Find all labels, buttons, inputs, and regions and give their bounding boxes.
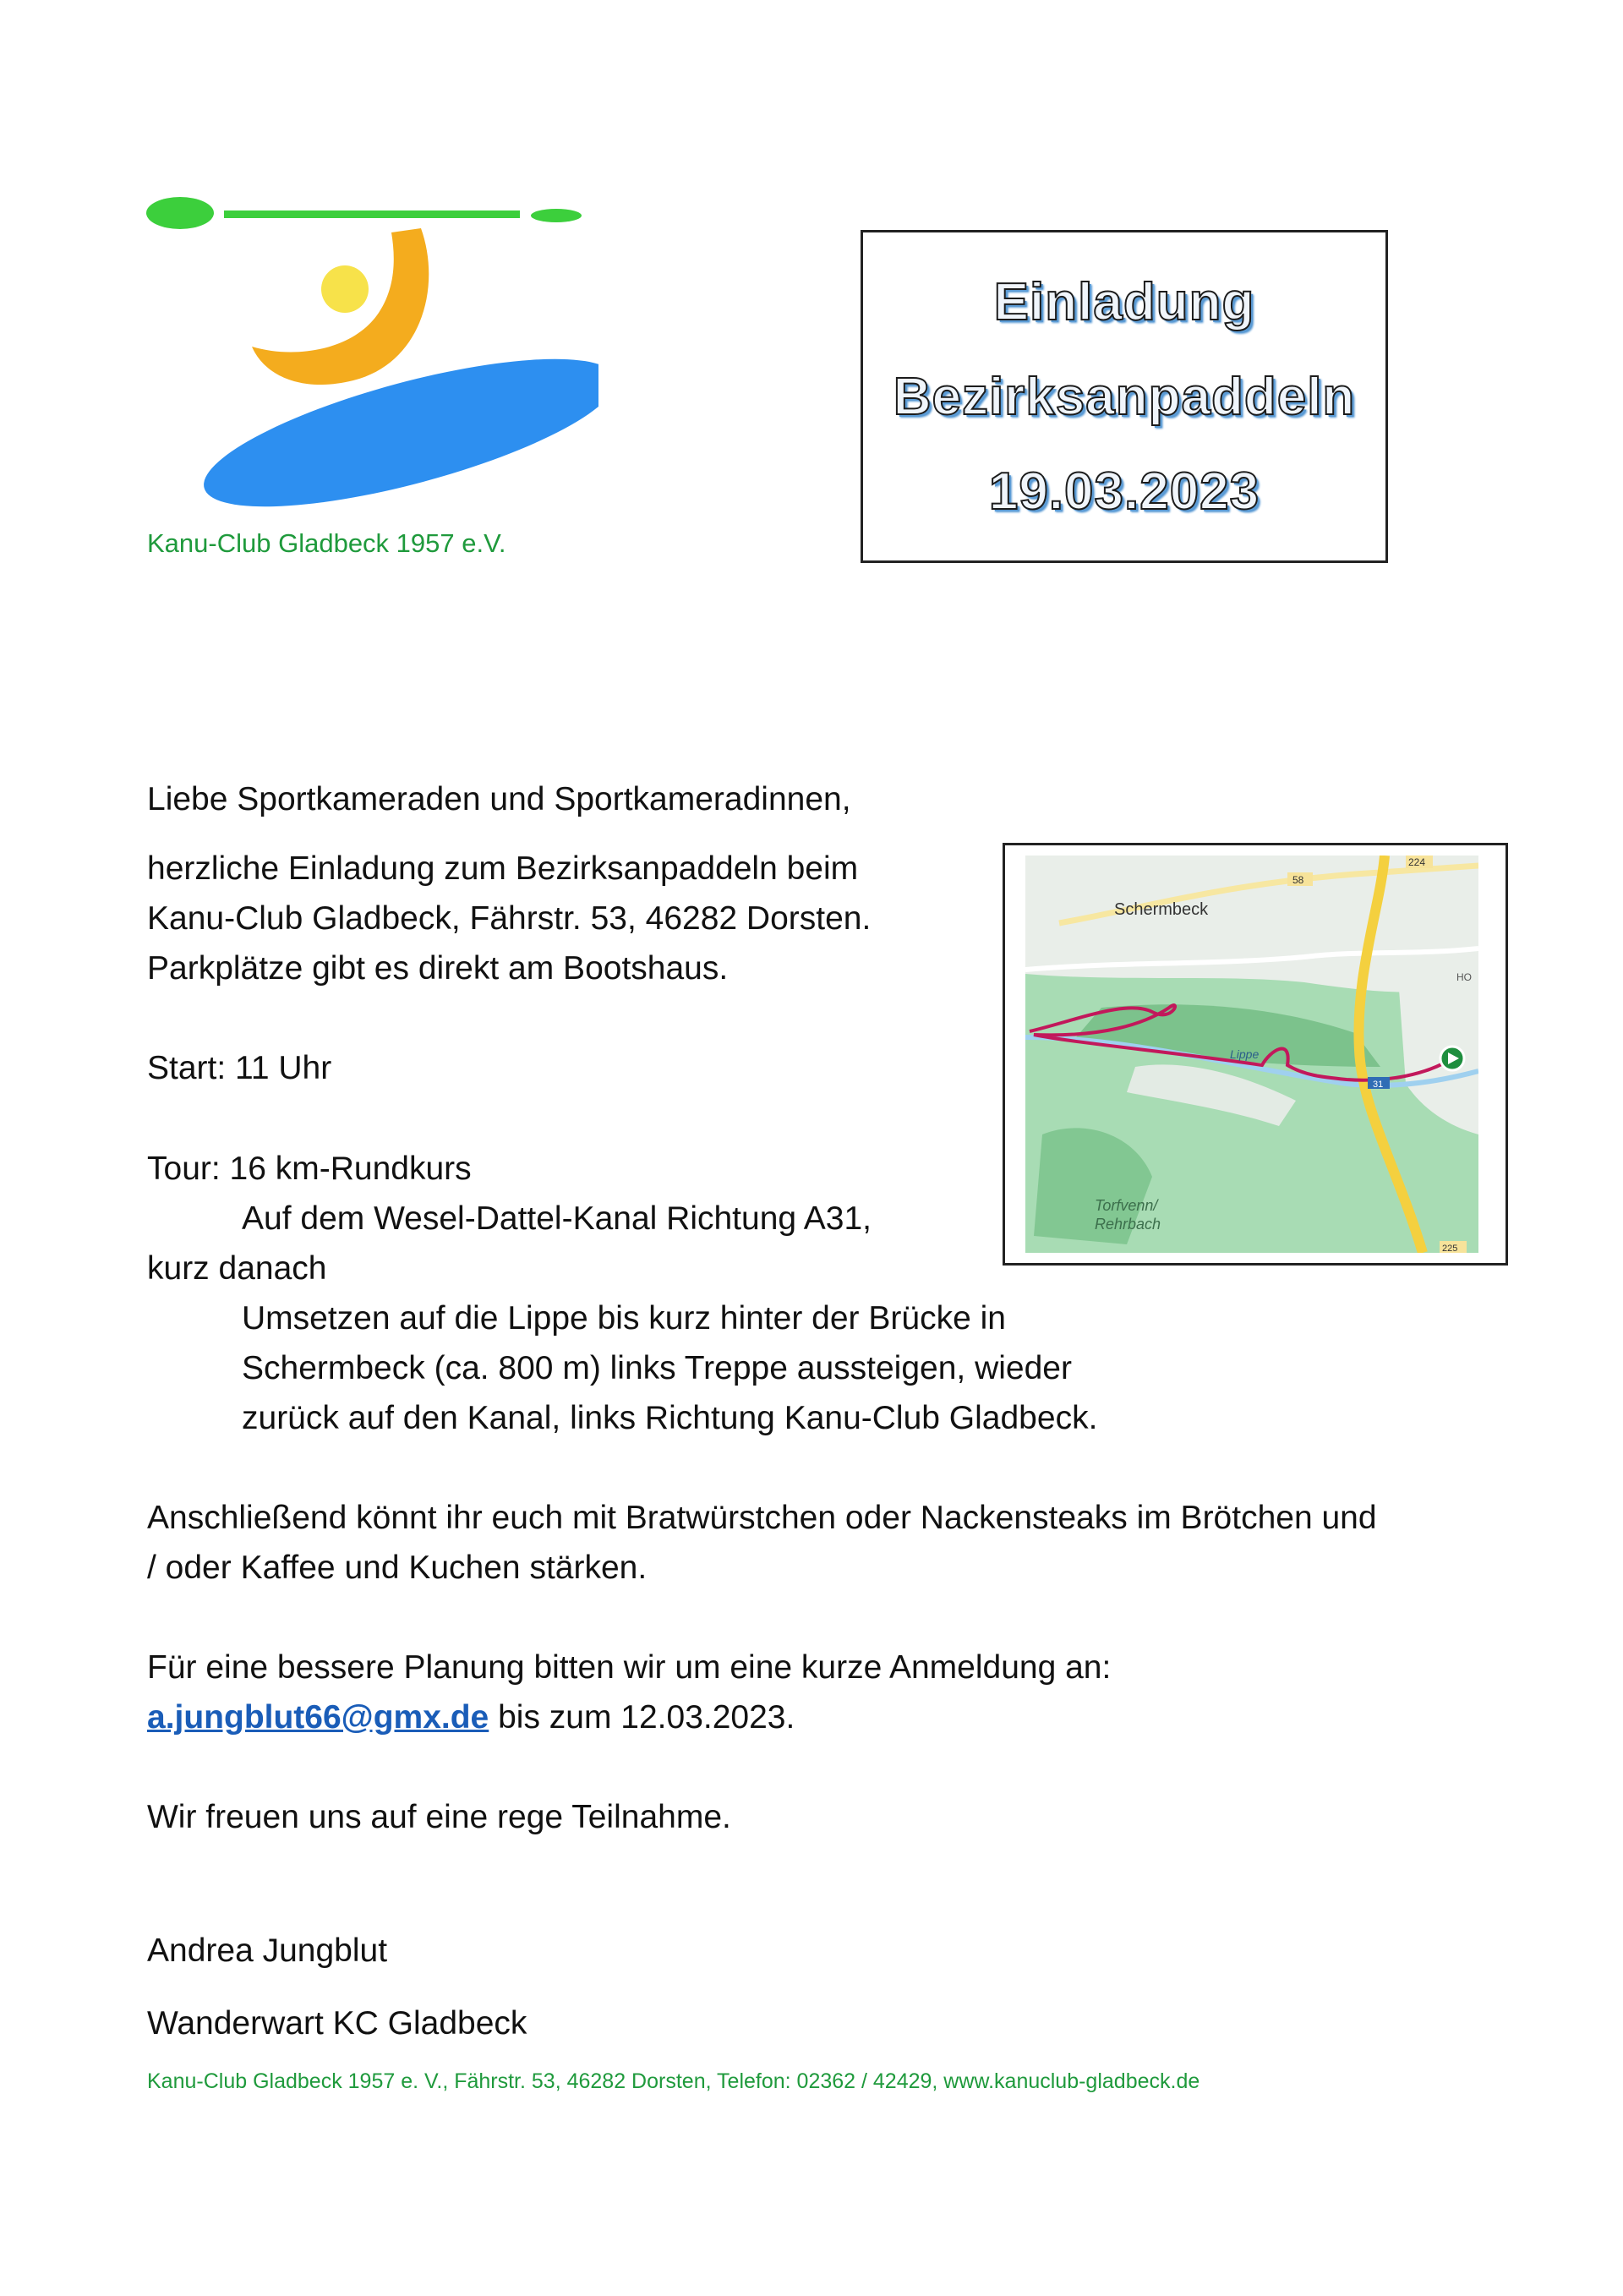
- map-label-town: Schermbeck: [1114, 900, 1209, 919]
- map-label-area-2: Rehrbach: [1095, 1216, 1161, 1233]
- title-invitation: Einladung: [993, 272, 1255, 331]
- map-badge-225: 225: [1442, 1244, 1458, 1253]
- signature-name: Andrea Jungblut: [147, 1932, 388, 1969]
- invite-line-3: Parkplätze gibt es direkt am Bootshaus.: [147, 950, 729, 987]
- registration-line: [147, 1692, 795, 1742]
- title-event: Bezirksanpaddeln: [893, 367, 1356, 426]
- tour-step-2c: zurück auf den Kanal, links Richtung Kanu-Club Gladbeck.: [242, 1400, 1098, 1436]
- registration-deadline: bis zum 12.03.2023.: [489, 1699, 795, 1736]
- start-time: Start: 11 Uhr: [147, 1050, 332, 1086]
- logo-club-name: Kanu-Club Gladbeck 1957 e.V.: [147, 528, 506, 558]
- map-label-area-1: Torfvenn/: [1095, 1197, 1158, 1214]
- food-line-1: Anschließend könnt ihr euch mit Bratwürstchen oder Nackensteaks im Brötchen und: [147, 1500, 1377, 1536]
- tour-step-2b: Schermbeck (ca. 800 m) links Treppe aussteigen, wieder: [242, 1350, 1072, 1386]
- invite-line-1: herzliche Einladung zum Bezirksanpaddeln beim: [147, 850, 859, 887]
- route-map: [1025, 856, 1478, 1253]
- map-badge-58: 58: [1292, 874, 1304, 886]
- logo-head: [321, 265, 369, 313]
- logo-paddle-shaft: [224, 210, 520, 218]
- logo-paddle-blade-right: [531, 209, 582, 222]
- route-map-frame: [1003, 843, 1508, 1266]
- tour-step-1b: kurz danach: [147, 1250, 327, 1287]
- club-logo: [142, 186, 598, 507]
- title-date: 19.03.2023: [988, 462, 1260, 521]
- logo-paddle-blade-left: [146, 197, 214, 229]
- tour-title: Tour: 16 km-Rundkurs: [147, 1151, 472, 1187]
- registration-request: Für eine bessere Planung bitten wir um eine kurze Anmeldung an:: [147, 1649, 1112, 1686]
- food-line-2: / oder Kaffee und Kuchen stärken.: [147, 1550, 648, 1586]
- map-label-edge: HO: [1456, 971, 1472, 983]
- tour-step-2a: Umsetzen auf die Lippe bis kurz hinter der Brücke in: [242, 1300, 1006, 1337]
- map-badge-31: 31: [1373, 1080, 1384, 1090]
- greeting: Liebe Sportkameraden und Sportkameradinnen,: [147, 781, 851, 817]
- map-label-river: Lippe: [1230, 1047, 1260, 1061]
- closing-line: Wir freuen uns auf eine rege Teilnahme.: [147, 1799, 731, 1835]
- tour-step-1: Auf dem Wesel-Dattel-Kanal Richtung A31,: [242, 1200, 872, 1237]
- title-box: [861, 230, 1388, 563]
- invite-line-2: Kanu-Club Gladbeck, Fährstr. 53, 46282 Dorsten.: [147, 900, 872, 937]
- email-link[interactable]: a.jungblut66@gmx.de: [147, 1699, 489, 1736]
- map-badge-224: 224: [1408, 856, 1426, 868]
- footer-contact: Kanu-Club Gladbeck 1957 e. V., Fährstr. 53, 46282 Dorsten, Telefon: 02362 / 42429, www.kanuclub-gladbeck.de: [147, 2069, 1200, 2093]
- signature-role: Wanderwart KC Gladbeck: [147, 2005, 527, 2042]
